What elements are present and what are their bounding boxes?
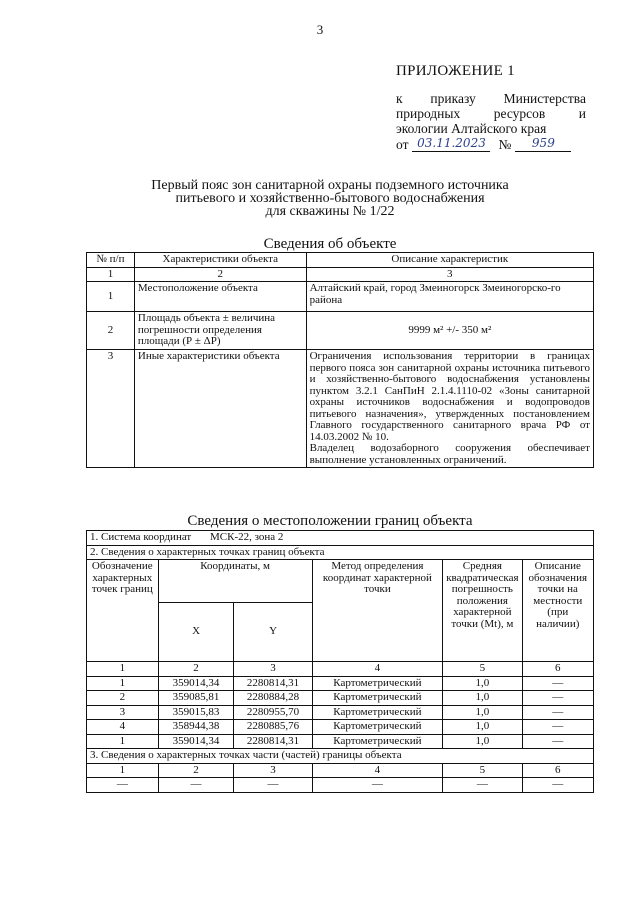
boundaries-title: Сведения о местоположении границ объекта xyxy=(187,513,473,529)
header-method: Метод определения координат характерной точки xyxy=(312,560,443,662)
page-number: 3 xyxy=(316,22,324,37)
point-id: 3 xyxy=(87,705,159,720)
header-y: Y xyxy=(234,603,312,662)
column-number-row xyxy=(87,763,594,778)
empty-cell: — xyxy=(443,778,522,793)
col-num: 4 xyxy=(312,763,443,778)
point-y: 2280814,31 xyxy=(234,734,312,749)
point-desc: — xyxy=(522,720,593,735)
boundaries-table xyxy=(86,530,594,793)
appendix-block xyxy=(396,64,586,152)
coord-system-value: МСК-22, зона 2 xyxy=(209,531,284,543)
object-info-title: Сведения об объекте xyxy=(263,236,397,252)
handwritten-date: 03.11.2023 xyxy=(412,136,490,152)
point-mt: 1,0 xyxy=(443,676,522,691)
point-y: 2280955,70 xyxy=(234,705,312,720)
row-name: Местоположение объекта xyxy=(134,282,306,312)
point-x: 359015,83 xyxy=(158,705,234,720)
col-num: 2 xyxy=(134,267,306,282)
object-info-table xyxy=(86,252,594,468)
row-desc: Алтайский край, город Змеиногорск Змеиногорско-го района xyxy=(306,282,593,312)
table-header-row xyxy=(87,253,594,268)
point-method: Картометрический xyxy=(312,734,443,749)
row-name: Иные характеристики объекта xyxy=(134,350,306,468)
order-date-number xyxy=(396,136,586,152)
col-num: 1 xyxy=(87,763,159,778)
appendix-line-1: к приказу Министерства xyxy=(396,91,586,106)
document-heading xyxy=(120,179,540,218)
point-x: 359014,34 xyxy=(158,734,234,749)
row-name: Площадь объекта ± величина погрешности определения площади (Р ± ΔР) xyxy=(134,312,306,350)
empty-cell: — xyxy=(234,778,312,793)
heading-line-3: для скважины № 1/22 xyxy=(265,204,395,219)
empty-cell: — xyxy=(158,778,234,793)
col-num: 2 xyxy=(158,662,234,677)
empty-cell: — xyxy=(87,778,159,793)
col-num: 6 xyxy=(522,763,593,778)
column-number-row xyxy=(87,662,594,677)
col-num: 2 xyxy=(158,763,234,778)
table-row xyxy=(87,350,594,468)
col-num: 1 xyxy=(87,267,135,282)
coord-system-label: 1. Система координат xyxy=(90,531,192,543)
heading-line-2: питьевого и хозяйственно-бытового водоснабжения xyxy=(175,191,485,206)
table-row xyxy=(87,734,594,749)
coord-system-row xyxy=(87,531,594,546)
point-id: 2 xyxy=(87,691,159,706)
col-num: 4 xyxy=(312,662,443,677)
point-mt: 1,0 xyxy=(443,691,522,706)
point-mt: 1,0 xyxy=(443,734,522,749)
point-desc: — xyxy=(522,734,593,749)
appendix-line-3: экологии Алтайского края xyxy=(396,121,547,136)
point-y: 2280884,28 xyxy=(234,691,312,706)
row-desc xyxy=(306,350,593,468)
point-id: 4 xyxy=(87,720,159,735)
point-desc: — xyxy=(522,676,593,691)
heading-line-1: Первый пояс зон санитарной охраны подземного источника xyxy=(151,178,509,193)
row-desc: 9999 м² +/- 350 м² xyxy=(306,312,593,350)
header-designation: Обозначение характерных точек границ xyxy=(87,560,159,662)
table-header-row xyxy=(87,560,594,603)
handwritten-number: 959 xyxy=(515,136,571,152)
point-desc: — xyxy=(522,691,593,706)
section-2-row xyxy=(87,545,594,560)
header-error: Средняя квадратическая погрешность положения характерной точки (Mt), м xyxy=(443,560,522,662)
column-number-row xyxy=(87,267,594,282)
point-id: 1 xyxy=(87,734,159,749)
point-mt: 1,0 xyxy=(443,705,522,720)
table-row xyxy=(87,720,594,735)
header-characteristics: Характеристики объекта xyxy=(134,253,306,268)
point-method: Картометрический xyxy=(312,720,443,735)
row-desc-part-1: Ограничения использования территории в границах первого пояса зон санитарной охраны источника питьевого и хозяйственно-бытового водоснабжения установлены пунктом 3.2.1 СанПиН 2.1.4.1110-02 «Зоны санитарной охраны источников водоснабжения и водопроводов питьевого назначения», утвержденных постановлением Главного государственного санитарного врача РФ от 14.03.2002 № 10. xyxy=(309,350,590,443)
table-row xyxy=(87,691,594,706)
header-number: № п/п xyxy=(87,253,135,268)
empty-cell: — xyxy=(312,778,443,793)
row-number: 3 xyxy=(87,350,135,468)
section-3-label: 3. Сведения о характерных точках части (частей) границы объекта xyxy=(87,749,594,764)
col-num: 3 xyxy=(234,662,312,677)
point-y: 2280814,31 xyxy=(234,676,312,691)
table-row xyxy=(87,778,594,793)
appendix-title: ПРИЛОЖЕНИЕ 1 xyxy=(396,63,515,79)
point-x: 359014,34 xyxy=(158,676,234,691)
col-num: 1 xyxy=(87,662,159,677)
section-3-row xyxy=(87,749,594,764)
header-point-description: Описание обозначения точки на местности (при наличии) xyxy=(522,560,593,662)
col-num: 3 xyxy=(306,267,593,282)
section-2-label: 2. Сведения о характерных точках границ объекта xyxy=(87,545,594,560)
col-num: 3 xyxy=(234,763,312,778)
col-num: 6 xyxy=(522,662,593,677)
point-mt: 1,0 xyxy=(443,720,522,735)
header-description: Описание характеристик xyxy=(306,253,593,268)
header-x: X xyxy=(158,603,234,662)
table-row xyxy=(87,282,594,312)
header-coordinates: Координаты, м xyxy=(158,560,312,603)
point-method: Картометрический xyxy=(312,691,443,706)
point-method: Картометрический xyxy=(312,705,443,720)
col-num: 5 xyxy=(443,763,522,778)
row-desc-part-2: Владелец водозаборного сооружения обеспечивает выполнение установленных ограничений. xyxy=(309,442,590,466)
empty-cell: — xyxy=(522,778,593,793)
number-label: № xyxy=(498,137,512,152)
table-row xyxy=(87,676,594,691)
col-num: 5 xyxy=(443,662,522,677)
point-desc: — xyxy=(522,705,593,720)
point-y: 2280885,76 xyxy=(234,720,312,735)
appendix-line-2: природных ресурсов и xyxy=(396,106,586,121)
table-row xyxy=(87,312,594,350)
table-row xyxy=(87,705,594,720)
row-number: 1 xyxy=(87,282,135,312)
point-method: Картометрический xyxy=(312,676,443,691)
row-number: 2 xyxy=(87,312,135,350)
point-id: 1 xyxy=(87,676,159,691)
from-label: от xyxy=(396,137,409,152)
point-x: 359085,81 xyxy=(158,691,234,706)
point-x: 358944,38 xyxy=(158,720,234,735)
